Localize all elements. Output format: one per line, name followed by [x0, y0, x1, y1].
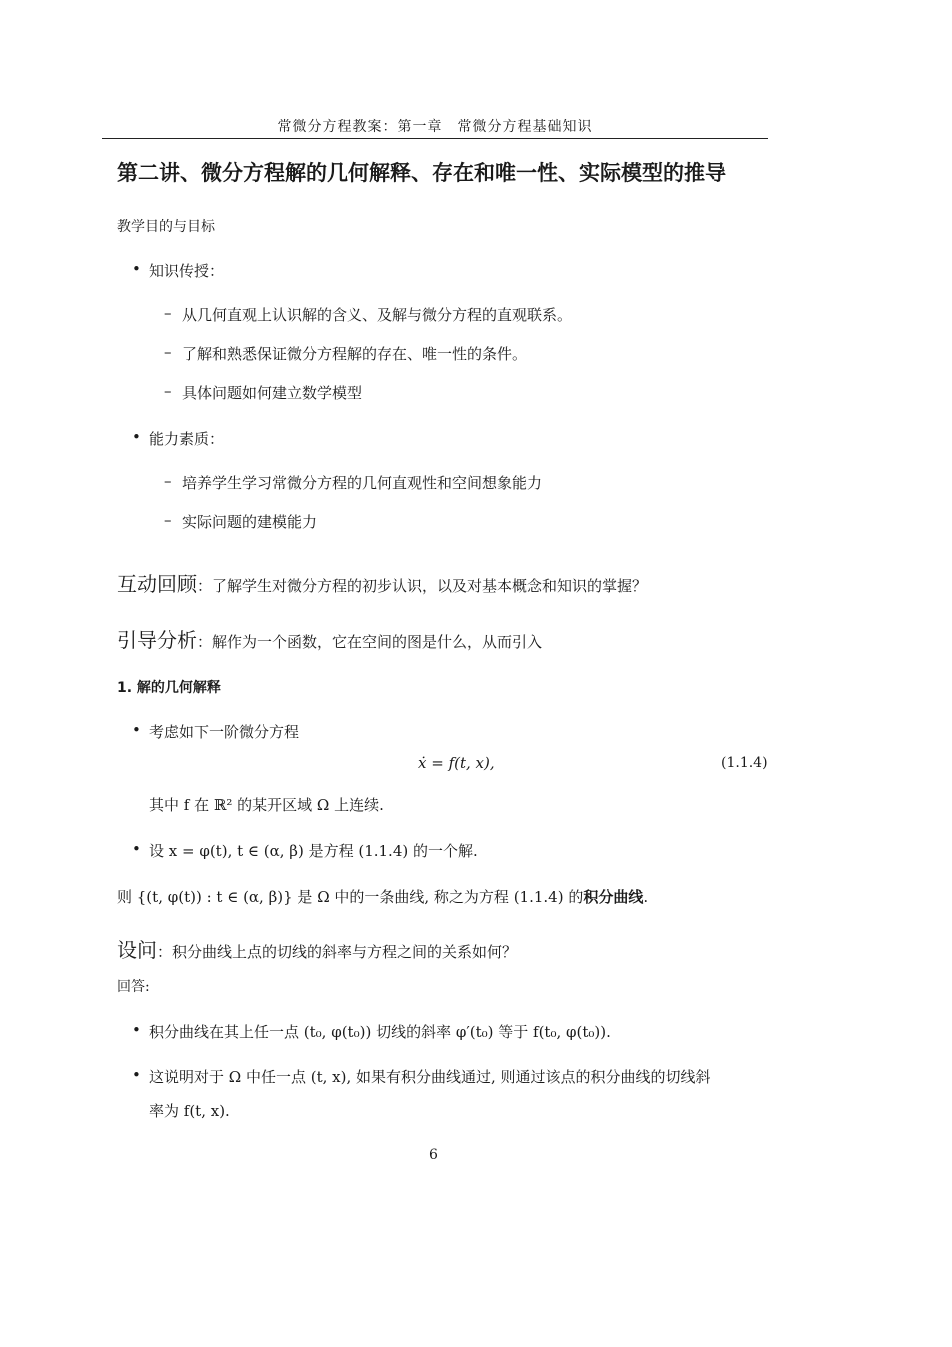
integral-curve-line	[117, 886, 648, 907]
ability-item-2: – 实际问题的建模能力	[182, 511, 317, 532]
guide-text: ：解作为一个函数，它在空间的图是什么，从而引入	[197, 633, 543, 651]
section-heading: 1. 解的几何解释	[117, 680, 221, 696]
knowledge-item-1: – 从几何直观上认识解的含义、及解与微分方程的直观联系。	[182, 304, 572, 325]
ability-label: • 能力素质：	[149, 428, 224, 449]
page-number: 6	[429, 1147, 438, 1163]
review-line	[117, 568, 647, 597]
answer-label: 回答:	[117, 979, 150, 995]
knowledge-label: • 知识传授：	[149, 260, 224, 281]
curve-prefix: 则 {(t, φ(t)) : t ∈ (α, β)} 是 Ω 中的一条曲线, 称之为方程 (1.1.4) 的	[117, 888, 584, 906]
review-text: ：了解学生对微分方程的初步认识，以及对基本概念和知识的掌握？	[197, 577, 648, 595]
knowledge-item-2: – 了解和熟悉保证微分方程解的存在、唯一性的条件。	[182, 343, 527, 364]
continuity-text: 其中 f 在 ℝ² 的某开区域 Ω 上连续.	[149, 796, 384, 814]
solution-bullet: • 设 x = φ(t), t ∈ (α, β) 是方程 (1.1.4) 的一个解.	[149, 840, 478, 861]
lecture-title: 第二讲、微分方程解的几何解释、存在和唯一性、实际模型的推导	[117, 161, 726, 185]
question-text: ：积分曲线上点的切线的斜率与方程之间的关系如何？	[157, 943, 518, 961]
objectives-heading: 教学目的与目标	[117, 219, 215, 235]
question-line	[117, 934, 517, 963]
consider-bullet: • 考虑如下一阶微分方程	[149, 721, 299, 742]
integral-curve-term: 积分曲线	[583, 888, 644, 906]
review-label: 互动回顾	[117, 572, 197, 596]
running-head: 常微分方程教案：第一章 常微分方程基础知识	[277, 119, 593, 135]
equation-number: (1.1.4)	[721, 755, 768, 771]
ability-item-1: – 培养学生学习常微分方程的几何直观性和空间想象能力	[182, 472, 542, 493]
question-label: 设问	[117, 938, 157, 962]
guide-label: 引导分析	[117, 628, 197, 652]
equation: ẋ = f(t, x),	[418, 754, 495, 772]
header-rule	[102, 138, 768, 139]
curve-suffix: .	[643, 888, 649, 906]
guide-line	[117, 624, 542, 653]
answer-item-1: • 积分曲线在其上任一点 (t₀, φ(t₀)) 切线的斜率 φ′(t₀) 等于 f(t₀, φ(t₀)).	[149, 1021, 611, 1042]
answer-item-2-line-1: • 这说明对于 Ω 中任一点 (t, x), 如果有积分曲线通过, 则通过该点的积分曲线的切线斜	[149, 1066, 711, 1087]
knowledge-item-3: – 具体问题如何建立数学模型	[182, 382, 362, 403]
answer-item-2-line-2: 率为 f(t, x).	[149, 1102, 230, 1120]
